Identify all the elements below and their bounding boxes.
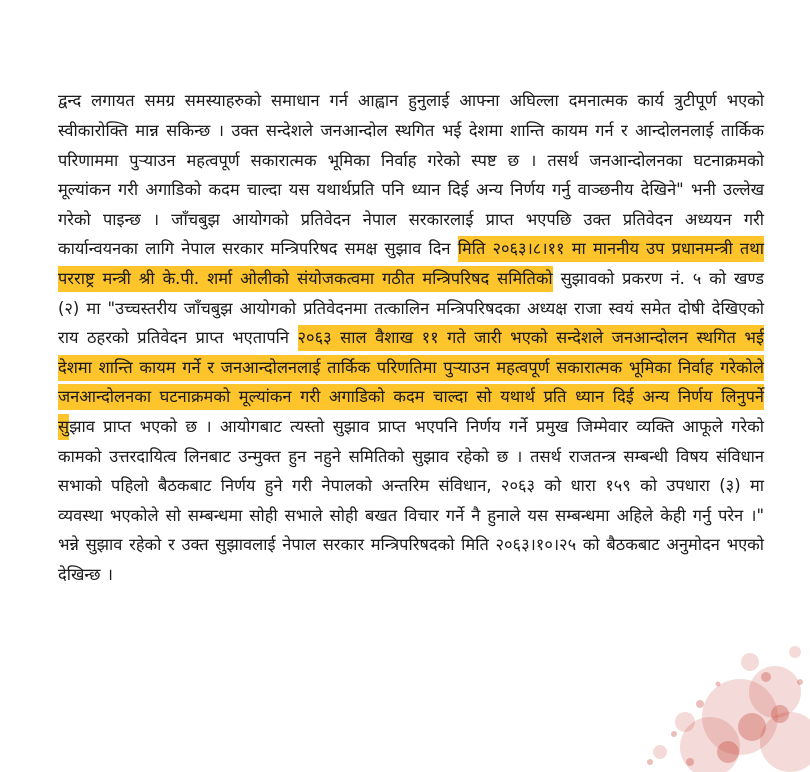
text-segment: सुझावको प्रकरण नं. ५ को खण्ड (२) मा "उच्चस्तरीय जाँचबुझ आयोगको प्रतिवेदनमा तत्कालिन मन्त्रिपरिषदका अध्यक्ष राजा स्वयं समेत दोषी देखिएको राय ठहरको प्रतिवेदन प्राप्त भएतापनि (58, 268, 764, 348)
ink-splatter-decoration (590, 622, 810, 772)
text-segment: द्वन्द लगायत समग्र समस्याहरुको समाधान गर्न आह्वान हुनुलाई आफ्ना अघिल्ला दमनात्मक कार्य त्रुटीपूर्ण भएको स्वीकारोक्ति मान्न सकिन्छ । उक्त सन्देशले जनआन्दोल स्थगित भई देशमा शान्ति कायम गर्न र आन्दोलनलाई तार्किक परिणाममा पुऱ्याउन महत्वपूर्ण सकारात्मक भूमिका निर्वाह गरेको स्पष्ट छ । तसर्थ जनआन्दोलनका घटनाक्रमको मूल्यांकन गरी अगाडिको कदम चाल्दा यस यथार्थप्रति पनि ध्यान दिई अन्य निर्णय गर्नु वाञ्छनीय देखिने" भनी उल्लेख गरेको पाइन्छ । जाँचबुझ आयोगको प्रतिवेदन नेपाल सरकारलाई प्राप्त भएपछि उक्त प्रतिवेदन अध्ययन गरी कार्यान्वयनका लागि नेपाल सरकार मन्त्रिपरिषद समक्ष सुझाव दिन (58, 91, 764, 259)
text-segment: झाव प्राप्त भएको छ । आयोगबाट त्यस्तो सुझाव प्राप्त भएपनि निर्णय गर्ने प्रमुख जिम्मेवार व्यक्ति आफूले गरेको कामको उत्तरदायित्व लिनबाट उन्मुक्त हुन नहुने समितिको सुझाव रहेको छ । तसर्थ राजतन्त्र सम्बन्धी विषय संविधान सभाको पहिलो बैठकबाट निर्णय हुने गरी नेपालको अन्तरिम संविधान, २०६३ को धारा १५९ को उपधारा (३) मा व्यवस्था भएकोले सो सम्बन्धमा सोही सभाले सोही बखत विचार गर्ने नै हुनाले यस सम्बन्धमा अहिले केही गर्नु परेन ।" भन्ने सुझाव रहेको र उक्त सुझावलाई नेपाल सरकार मन्त्रिपरिषदको मिति २०६३।१०।२५ को बैठकबाट अनुमोदन भएको देखिन्छ । (58, 416, 764, 584)
highlighted-text: २०६३ साल वैशाख ११ गते जारी भएको सन्देशले जनआन्दोलन स्थगित भई देशमा शान्ति कायम गर्ने र जनआन्दोलनलाई तार्किक परिणतिमा पुऱ्याउन महत्वपूर्ण सकारात्मक भूमिका निर्वाह गरेकोले जनआन्दोलनका घटनाक्रमको मूल्यांकन गरी अगाडिको कदम चाल्दा सो यथार्थ प्रति ध्यान दिई अन्य निर्णय लिनुपर्ने सु (58, 325, 764, 440)
highlighted-text: मिति २०६३।८।११ मा माननीय उप प्रधानमन्त्री तथा परराष्ट्र मन्त्री श्री के.पी. शर्मा ओलीको संयोजकत्वमा गठीत मन्त्रिपरिषद समितिको (58, 236, 764, 292)
body-paragraph (58, 86, 764, 589)
